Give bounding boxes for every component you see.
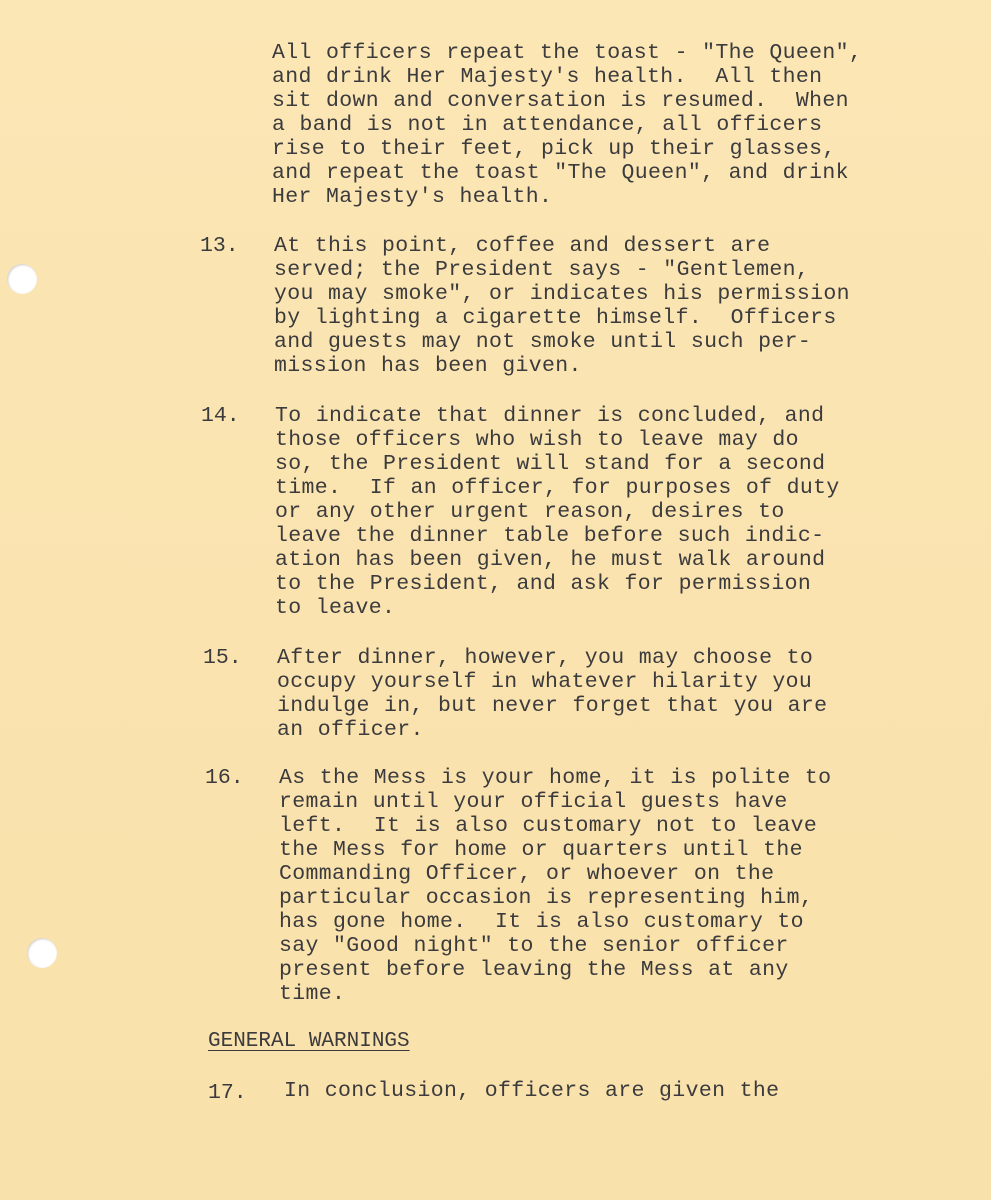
text-line: by lighting a cigarette himself. Officers: [274, 306, 837, 330]
text-line: All officers repeat the toast - "The Queen",: [272, 41, 863, 65]
section-heading: GENERAL WARNINGS: [208, 1030, 410, 1053]
text-line: In conclusion, officers are given the: [284, 1079, 780, 1103]
punch-hole-bottom: [27, 938, 57, 968]
text-line: At this point, coffee and dessert are: [274, 234, 771, 258]
text-line: a band is not in attendance, all officers: [272, 113, 823, 137]
text-line: indulge in, but never forget that you are: [277, 694, 828, 718]
paragraph-number: 17.: [208, 1081, 247, 1105]
punch-hole-top: [7, 264, 37, 294]
text-line: As the Mess is your home, it is polite to: [279, 766, 832, 790]
text-line: and drink Her Majesty's health. All then: [272, 65, 823, 89]
text-line: to the President, and ask for permission: [275, 572, 812, 596]
text-line: the Mess for home or quarters until the: [279, 838, 803, 862]
text-line: After dinner, however, you may choose to: [277, 646, 814, 670]
text-line: so, the President will stand for a second: [275, 452, 826, 476]
text-line: or any other urgent reason, desires to: [275, 500, 785, 524]
text-line: To indicate that dinner is concluded, and: [275, 404, 825, 428]
text-line: you may smoke", or indicates his permission: [274, 282, 850, 306]
text-line: particular occasion is representing him,: [279, 886, 814, 910]
text-line: to leave.: [275, 596, 396, 620]
text-line: served; the President says - "Gentlemen,: [274, 258, 810, 282]
text-line: present before leaving the Mess at any: [279, 958, 789, 982]
text-line: has gone home. It is also customary to: [279, 910, 804, 934]
paragraph-number: 15.: [203, 646, 242, 670]
text-line: and repeat the toast "The Queen", and drink: [272, 161, 849, 185]
paragraph-number: 14.: [201, 404, 240, 428]
text-line: time. If an officer, for purposes of duty: [275, 476, 840, 500]
text-line: Commanding Officer, or whoever on the: [279, 862, 775, 886]
text-line: mission has been given.: [274, 354, 582, 378]
text-line: sit down and conversation is resumed. When: [272, 89, 849, 113]
paragraph-number: 13.: [200, 234, 239, 258]
text-line: remain until your official guests have: [279, 790, 788, 814]
text-line: rise to their feet, pick up their glasses,: [272, 137, 836, 161]
text-line: an officer.: [277, 718, 424, 742]
text-line: left. It is also customary not to leave: [279, 814, 818, 838]
text-line: say "Good night" to the senior officer: [279, 934, 789, 958]
paragraph-number: 16.: [205, 766, 244, 790]
text-line: occupy yourself in whatever hilarity you: [277, 670, 813, 694]
text-line: leave the dinner table before such indic-: [275, 524, 825, 548]
text-line: those officers who wish to leave may do: [275, 428, 799, 452]
text-line: ation has been given, he must walk around: [275, 548, 826, 572]
text-line: Her Majesty's health.: [272, 185, 553, 209]
text-line: time.: [279, 982, 346, 1006]
text-line: and guests may not smoke until such per-: [274, 330, 812, 354]
